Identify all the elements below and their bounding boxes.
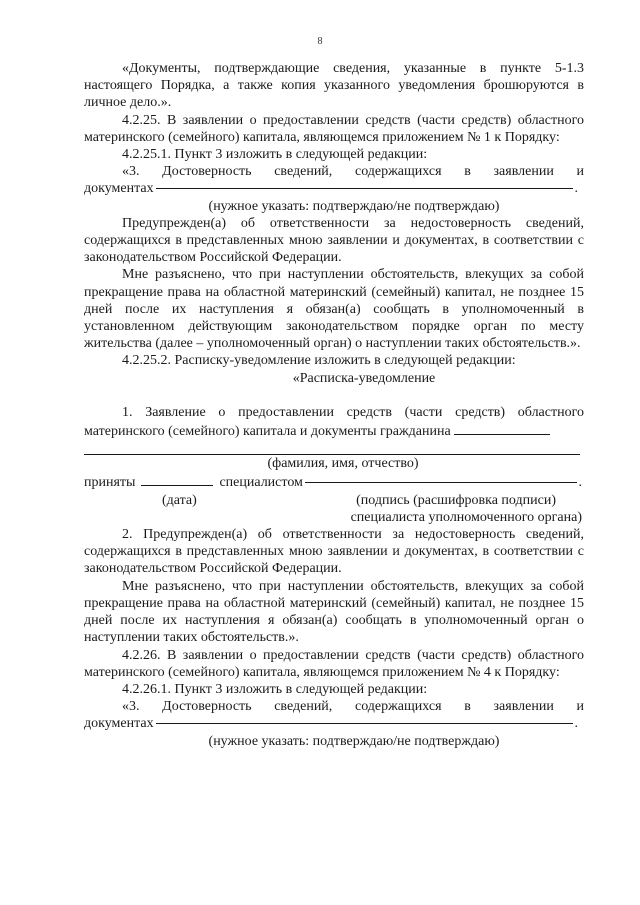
paragraph-4-2-26: 4.2.26. В заявлении о предоставлении средств (части средств) областного материнского (семейного) капитала, являющемся приложением № 4 к Порядку:: [84, 647, 584, 680]
blank-line: [454, 421, 550, 435]
blank-line-date: [141, 472, 213, 486]
blank-line-signature: [305, 481, 577, 483]
documents-label: документах: [84, 181, 154, 197]
paragraph-item-3-b: «3. Достоверность сведений, содержащихся в заявлении и: [122, 699, 584, 715]
documents-label: документах: [84, 716, 154, 732]
paragraph-4-2-25-2: 4.2.25.2. Расписку-уведомление изложить в следующей редакции:: [122, 353, 516, 369]
hint-confirm-2: (нужное указать: подтверждаю/не подтверждаю): [208, 733, 500, 749]
paragraph-4-2-25: 4.2.25. В заявлении о предоставлении средств (части средств) областного материнского (семейного) капитала, являющемся приложением № 1 к Порядку:: [84, 112, 584, 145]
receipt-item-2: 2. Предупрежден(а) об ответственности за недостоверность сведений, содержащихся в представленных мною заявлении и документах, в соответствии с законодательством Российской Федерации.: [84, 527, 584, 577]
paragraph-warned: Предупрежден(а) об ответственности за недостоверность сведений, содержащихся в представленных мною заявлении и документах, в соответствии с законодательством Российской Федерации.: [84, 215, 584, 266]
hint-row: [84, 492, 584, 509]
accepted-line: приняты специалистом .: [84, 472, 584, 491]
hint-date: (дата): [162, 492, 197, 508]
documents-fill-line-1: документах .: [84, 181, 578, 197]
documents-fill-line-2: документах .: [84, 716, 578, 732]
receipt-title: «Расписка-уведомление: [292, 370, 436, 386]
blank-line-fullname: [84, 440, 580, 455]
blank-line: [156, 722, 573, 724]
hint-fullname: (фамилия, имя, отчество): [267, 456, 419, 472]
hint-confirm: (нужное указать: подтверждаю/не подтверждаю): [208, 198, 500, 214]
paragraph-documents: «Документы, подтверждающие сведения, указанные в пункте 5-1.3 настоящего Порядка, а также копия указанного уведомления брошюруются в личное дело.».: [84, 61, 584, 111]
hint-signature: (подпись (расшифровка подписи): [356, 492, 556, 508]
receipt-explained: Мне разъяснено, что при наступлении обстоятельств, влекущих за собой прекращение права на областной материнский (семейный) капитал, не позднее 15 дней после их наступления я обязан(а) сообщать в уполномоченный орган о наступлении таких обстоятельств.».: [84, 578, 584, 646]
paragraph-item-3-a: «3. Достоверность сведений, содержащихся в заявлении и: [122, 164, 584, 180]
paragraph-4-2-25-1: 4.2.25.1. Пункт 3 изложить в следующей редакции:: [122, 147, 428, 163]
paragraph-4-2-26-1: 4.2.26.1. Пункт 3 изложить в следующей редакции:: [122, 681, 428, 697]
receipt-item-1: 1. Заявление о предоставлении средств (части средств) областного материнского (семейного) капитала и документы гражданина: [84, 404, 584, 440]
document-body: [84, 60, 584, 750]
paragraph-explained: Мне разъяснено, что при наступлении обстоятельств, влекущих за собой прекращение права на областной материнский (семейный) капитал, не позднее 15 дней после их наступления я обязан(а) сообщать в уполномоченный в установленном действующим законодательством порядке орган по месту жительства (далее – уполномоченный орган) о наступлении таких обстоятельств.».: [84, 267, 584, 352]
blank-line: [156, 187, 573, 189]
page-number: 8: [317, 36, 323, 47]
hint-specialist: специалиста уполномоченного органа): [350, 509, 582, 525]
